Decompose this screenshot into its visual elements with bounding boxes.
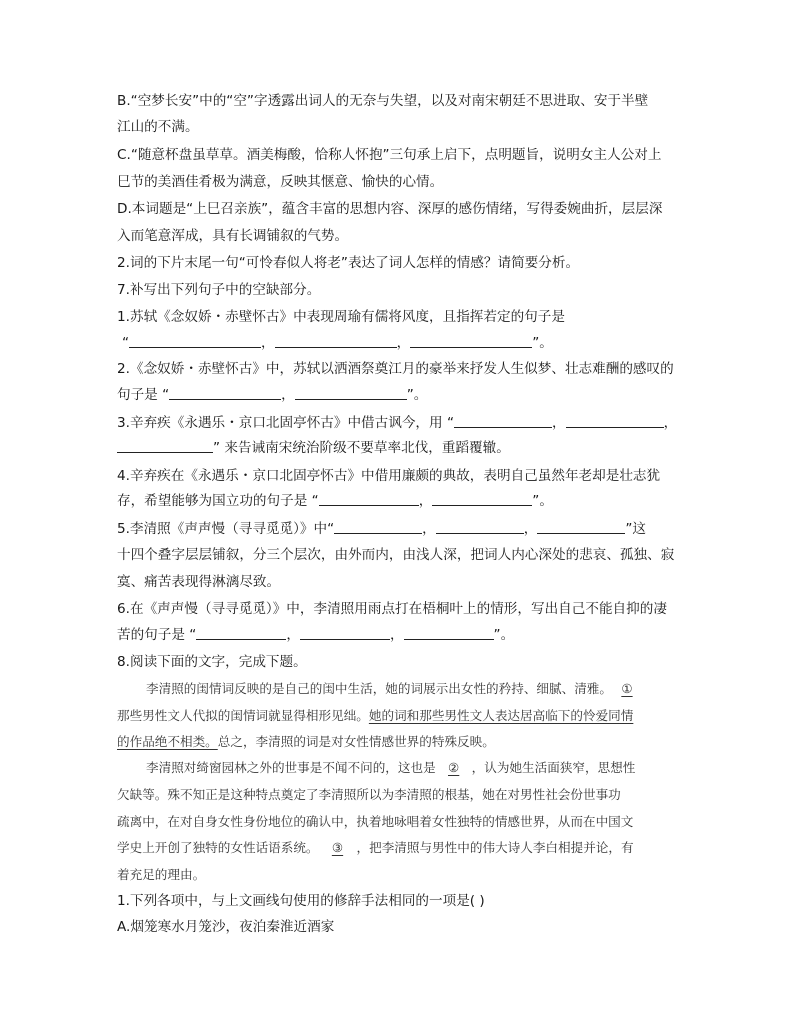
passage-text: ，认为她生活面狭窄，思想性 [471, 760, 636, 775]
question-8-1-stem: 1.下列各项中，与上文画线句使用的修辞手法相同的一项是( ) [117, 893, 485, 909]
q7-item-2-line-1: 2.《念奴娇・赤壁怀古》中，苏轼以洒酒祭奠江月的豪举来抒发人生似梦、壮志难酬的感叹的 [117, 361, 674, 377]
q7-item-5-suffix: ”这 [625, 521, 646, 537]
comma: ， [422, 521, 436, 537]
q7-item-5-line-3: 寞、痛苦表现得淋漓尽致。 [117, 574, 281, 590]
comma: ， [396, 335, 411, 351]
question-8-1-option-a[interactable]: A.烟笼寒水月笼沙，夜泊秦淮近酒家 [117, 919, 335, 935]
passage-blank-2[interactable]: ② [448, 760, 460, 775]
comma: ， [281, 387, 295, 403]
q7-item-6-line-1: 6.在《声声慢（寻寻觅觅）》中，李清照用雨点打在梧桐叶上的情形，写出自己不能自抑的凄 [117, 601, 667, 617]
q7-item-6-prefix: 苦的句子是 “ [117, 627, 197, 643]
passage-p2-line-4 [117, 837, 634, 859]
q7-item-3-line-2 [117, 437, 510, 459]
answer-blank[interactable] [196, 625, 286, 640]
passage-p1-line-2 [117, 705, 633, 727]
quote-open: “ [122, 335, 130, 351]
passage-text: 那些男性文人代拟的闺情词就显得相形见绌。 [117, 708, 369, 723]
passage-p2-line-2: 欠缺等。殊不知正是这种特点奠定了李清照所以为李清照的根基，她在对男性社会份世事功 [117, 787, 621, 802]
quote-close: ”。 [532, 335, 553, 351]
q7-item-3-prefix: 3.辛弃疾《永遇乐・京口北固亭怀古》中借古讽今，用 “ [117, 415, 454, 431]
passage-blank-3[interactable]: ③ [331, 840, 344, 855]
passage-text: ，把李清照与男性中的伟大诗人李白相提并论，有 [356, 840, 634, 855]
option-b-line-2: 江山的不满。 [117, 119, 199, 135]
comma: ， [286, 627, 300, 643]
passage-p1-line-3 [117, 731, 495, 753]
q7-item-4-line-1: 4.辛弃疾在《永遇乐・京口北固亭怀古》中借用廉颇的典故，表明自己虽然年老却是壮志犹 [117, 468, 661, 484]
answer-blank[interactable] [129, 333, 261, 348]
q7-item-1-line-1: 1.苏轼《念奴娇・赤壁怀古》中表现周瑜有儒将风度，且指挥若定的句子是 [117, 309, 565, 325]
option-c-line-2: 巳节的美酒佳肴极为满意，反映其惬意、愉快的心情。 [117, 174, 444, 190]
underlined-sentence: 她的词和那些男性文人表达居高临下的怜爱同情 [368, 708, 634, 723]
passage-text: 李清照对绮窗园林之外的世事是不闻不问的，这也是 [146, 760, 436, 775]
q7-item-3-suffix: ” 来告诫南宋统治阶级不要草率北伐，重蹈覆辙。 [213, 440, 510, 456]
question-7-title: 7.补写出下列句子中的空缺部分。 [117, 282, 321, 298]
passage-text: 总之，李清照的词是对女性情感世界的特殊反映。 [217, 734, 495, 749]
quote-close: ”。 [493, 627, 515, 643]
comma: ， [261, 335, 275, 351]
answer-blank[interactable] [404, 625, 494, 640]
passage-p1-line-1 [146, 678, 642, 700]
answer-blank[interactable] [295, 385, 407, 400]
quote-close: ”。 [532, 493, 553, 509]
question-2: 2.词的下片末尾一句“可怜春似人将老”表达了词人怎样的情感？请简要分析。 [117, 255, 580, 271]
option-d-line-1: D.本词题是“上巳召亲族”，蕴含丰富的思想内容、深厚的感伤情绪，写得委婉曲折，层层深 [117, 201, 663, 217]
passage-p2-line-5: 着充足的理由。 [117, 867, 206, 882]
answer-blank[interactable] [275, 333, 397, 348]
passage-p2-line-1 [146, 757, 635, 779]
q7-item-3-line-1 [117, 412, 677, 434]
comma: ， [552, 415, 566, 431]
q7-item-1-line-2 [122, 332, 553, 354]
answer-blank[interactable] [117, 438, 213, 453]
q7-item-5-line-1 [117, 518, 646, 540]
q7-item-5-line-2: 十四个叠字层层铺叙，分三个层次，由外而内，由浅人深，把词人内心深处的悲哀、孤独、寂 [117, 547, 675, 563]
quote-close: ”。 [406, 387, 428, 403]
option-c-line-1: C.“随意杯盘虽草草。酒美梅酸，恰称人怀抱”三句承上启下，点明题旨，说明女主人公对上 [117, 147, 662, 163]
question-8-title: 8.阅读下面的文字，完成下题。 [117, 654, 307, 670]
passage-text: 李清照的闺情词反映的是自己的闺中生活，她的词展示出女性的矜持、细腻、清雅。 [146, 681, 612, 696]
option-d-line-2: 入而笔意浑成，具有长调铺叙的气势。 [117, 228, 349, 244]
comma: ， [523, 521, 538, 537]
answer-blank[interactable] [300, 625, 390, 640]
answer-blank[interactable] [169, 385, 281, 400]
q7-item-2-line-2 [117, 384, 427, 406]
answer-blank[interactable] [537, 519, 625, 534]
answer-blank[interactable] [319, 491, 419, 506]
passage-blank-1[interactable]: ① [621, 681, 633, 696]
passage-p2-line-3: 疏离中，在对自身女性身份地位的确认中，执着地咏唱着女性独特的情感世界，从而在中国文 [117, 814, 634, 829]
underlined-sentence: 的作品绝不相类。 [117, 734, 218, 749]
answer-blank[interactable] [454, 413, 552, 428]
option-b-line-1: B.“空梦长安”中的“空”字透露出词人的无奈与失望，以及对南宋朝廷不思进取、安于半壁 [117, 93, 649, 109]
comma: ， [663, 415, 678, 431]
q7-item-2-prefix: 句子是 “ [117, 387, 170, 403]
answer-blank[interactable] [436, 519, 524, 534]
q7-item-4-prefix: 存，希望能够为国立功的句子是 “ [117, 493, 319, 509]
q7-item-6-line-2 [117, 624, 514, 646]
comma: ， [418, 493, 433, 509]
q7-item-4-line-2 [117, 490, 553, 512]
answer-blank[interactable] [432, 491, 532, 506]
passage-text: 学史上开创了独特的女性话语系统。 [117, 840, 319, 855]
answer-blank[interactable] [566, 413, 664, 428]
comma: ， [389, 627, 404, 643]
answer-blank[interactable] [410, 333, 532, 348]
q7-item-5-prefix: 5.李清照《声声慢（寻寻觅觅）》中“ [117, 521, 335, 537]
answer-blank[interactable] [334, 519, 422, 534]
